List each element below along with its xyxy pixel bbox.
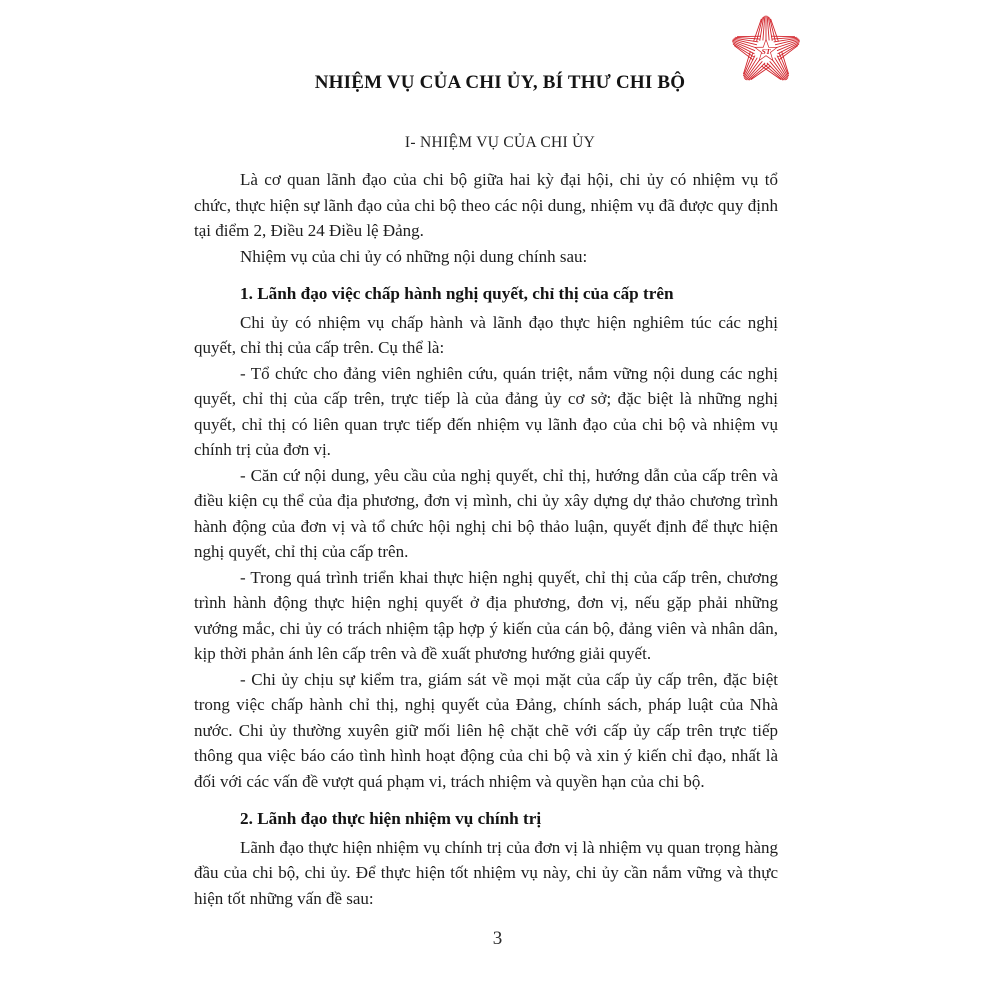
document-body: [194, 167, 778, 911]
paragraph: Chi ủy có nhiệm vụ chấp hành và lãnh đạo thực hiện nghiêm túc các nghị quyết, chỉ thị của cấp trên. Cụ thể là:: [194, 312, 778, 357]
page-number: 3: [492, 928, 503, 949]
logo-monogram: ST: [761, 47, 771, 57]
section-heading: I- NHIỆM VỤ CỦA CHI ỦY: [404, 134, 596, 151]
intro-paragraph-1: Là cơ quan lãnh đạo của chi bộ giữa hai kỳ đại hội, chi ủy có nhiệm vụ tổ chức, thực hiện sự lãnh đạo của chi bộ theo các nội dung, nhiệm vụ đã được quy định tại điểm 2, Điều 24 Điều lệ Đảng.: [194, 170, 778, 240]
intro-paragraph-2: Nhiệm vụ của chi ủy có những nội dung chính sau:: [240, 246, 588, 266]
paragraph: Lãnh đạo thực hiện nhiệm vụ chính trị của đơn vị là nhiệm vụ quan trọng hàng đầu của chi bộ, chi ủy. Để thực hiện tốt nhiệm vụ này, chi ủy cần nắm vững và thực hiện tốt những vấn đề sau:: [194, 837, 778, 908]
subsection-heading-1: 1. Lãnh đạo việc chấp hành nghị quyết, chỉ thị của cấp trên: [240, 284, 674, 303]
page-title: NHIỆM VỤ CỦA CHI ỦY, BÍ THƯ CHI BỘ: [314, 72, 686, 93]
paragraph: - Tổ chức cho đảng viên nghiên cứu, quán triệt, nắm vững nội dung các nghị quyết, chỉ thị của cấp trên, trực tiếp là của đảng ủy cơ sở; đặc biệt là những nghị quyết, chỉ thị có liên quan trực tiếp đến nhiệm vụ lãnh đạo của chi bộ và nhiệm vụ chính trị của đơn vị.: [194, 363, 778, 459]
paragraph: - Căn cứ nội dung, yêu cầu của nghị quyết, chỉ thị, hướng dẫn của cấp trên và điều kiện cụ thể của địa phương, đơn vị mình, chi ủy xây dựng dự thảo chương trình hành động của đơn vị và tổ chức hội nghị chi bộ thảo luận, quyết định để thực hiện nghị quyết, chỉ thị của cấp trên.: [194, 465, 778, 561]
paragraph: - Chi ủy chịu sự kiểm tra, giám sát về mọi mặt của cấp ủy cấp trên, đặc biệt trong việc chấp hành chỉ thị, nghị quyết của Đảng, chính sách, pháp luật của Nhà nước. Chi ủy thường xuyên giữ mối liên hệ chặt chẽ với cấp ủy cấp trên trực tiếp thông qua việc báo cáo tình hình hoạt động của chi bộ và xin ý kiến chỉ đạo, nhất là đối với các vấn đề vượt quá phạm vi, trách nhiệm và quyền hạn của chi bộ.: [194, 669, 778, 791]
paragraph: - Trong quá trình triển khai thực hiện nghị quyết, chỉ thị của cấp trên, chương trình hành động thực hiện nghị quyết ở địa phương, đơn vị, nếu gặp phải những vướng mắc, chi ủy có trách nhiệm tập hợp ý kiến của cán bộ, đảng viên và nhân dân, kịp thời phản ánh lên cấp trên và đề xuất phương hướng giải quyết.: [194, 567, 778, 663]
subsection-heading-2: 2. Lãnh đạo thực hiện nhiệm vụ chính trị: [240, 809, 542, 828]
